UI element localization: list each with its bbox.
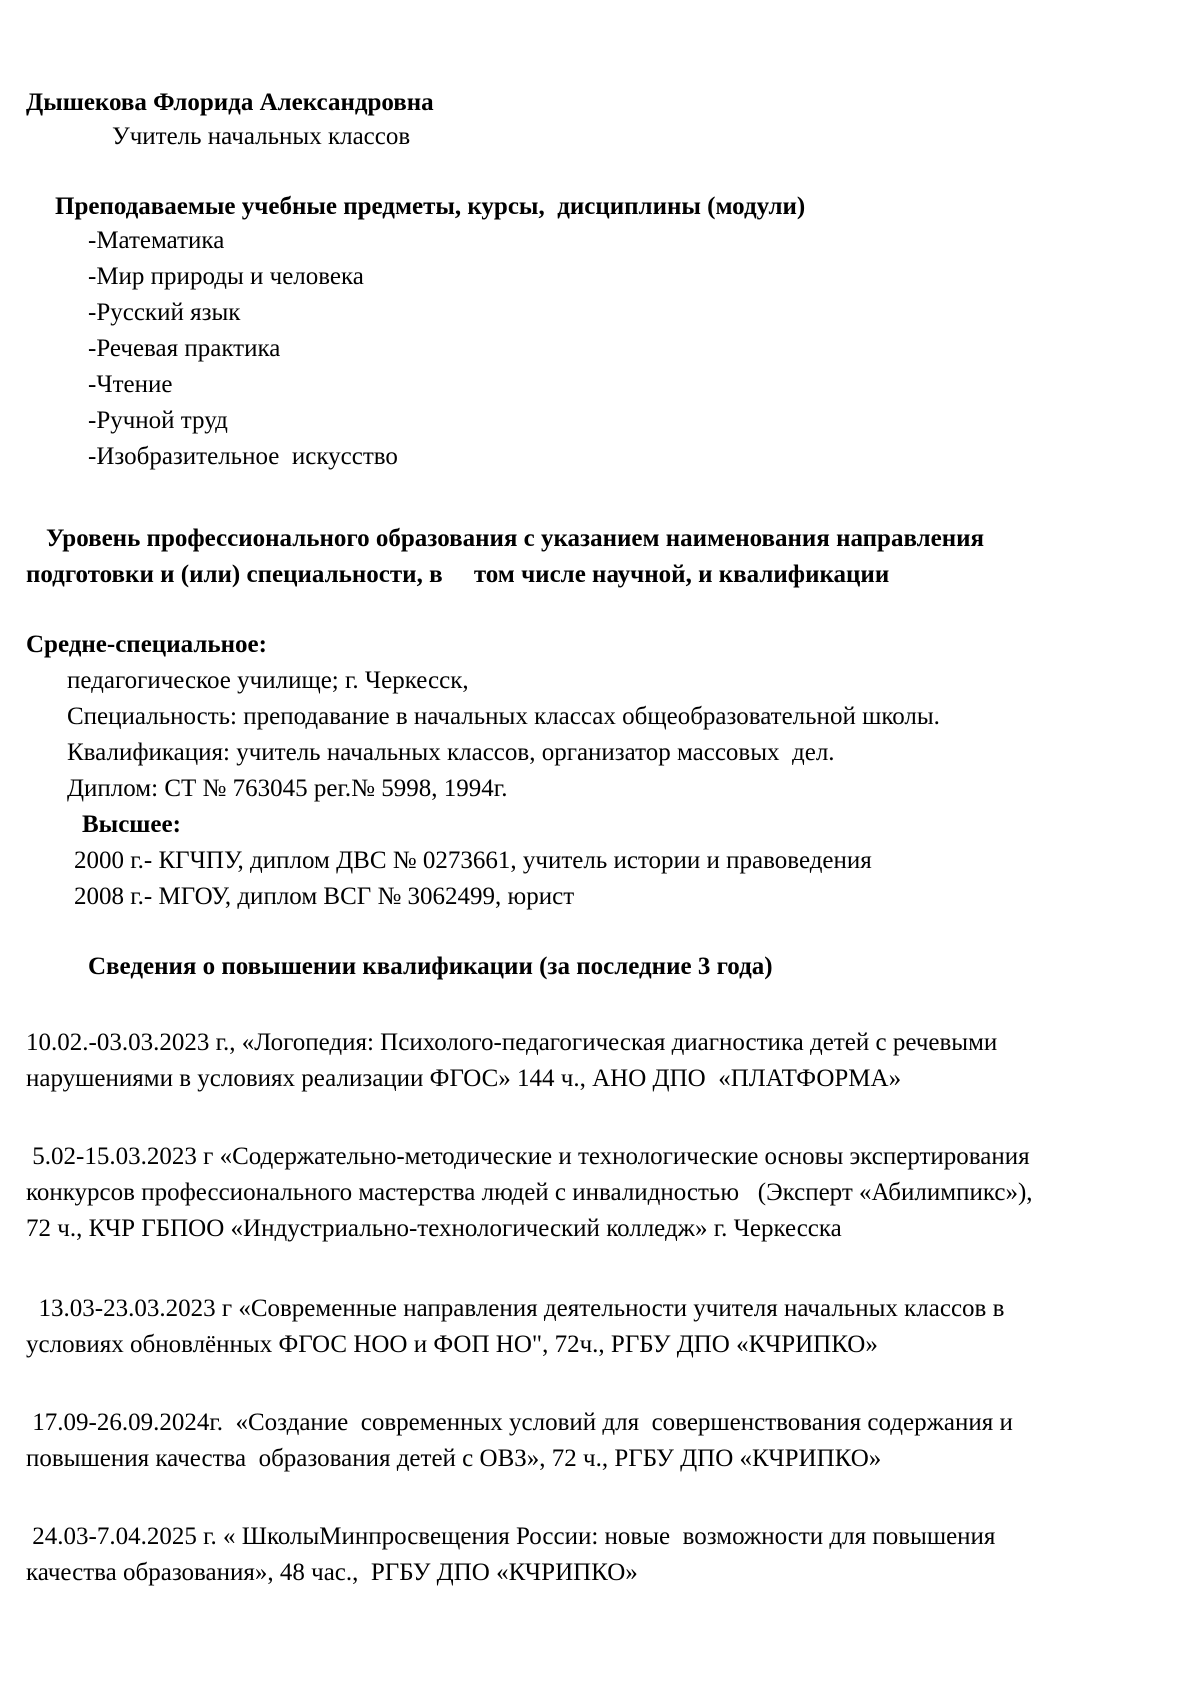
subject-item: -Чтение (88, 371, 173, 398)
subject-item: -Ручной труд (88, 407, 228, 434)
qualification-heading: Сведения о повышении квалификации (за последние 3 года) (88, 953, 773, 980)
subject-item: -Мир природы и человека (88, 263, 364, 290)
subject-item: -Речевая практика (88, 335, 281, 362)
course-line: 24.03-7.04.2025 г. « ШколыМинпросвещения России: новые возможности для повышения (26, 1523, 996, 1550)
secondary-education-line: педагогическое училище; г. Черкесск, (67, 667, 469, 694)
subject-item: -Математика (88, 227, 225, 254)
subject-item: -Изобразительное искусство (88, 443, 398, 470)
course-line: 17.09-26.09.2024г. «Создание современных условий для совершенствования содержания и (26, 1409, 1013, 1436)
course-line: 72 ч., КЧР ГБПОО «Индустриально-технологический колледж» г. Черкесска (26, 1215, 842, 1242)
teacher-name: Дышекова Флорида Александровна (26, 89, 434, 116)
subjects-heading: Преподаваемые учебные предметы, курсы, дисциплины (модули) (55, 193, 806, 220)
teacher-position: Учитель начальных классов (112, 123, 411, 150)
education-heading-line2: подготовки и (или) специальности, в том числе научной, и квалификации (26, 561, 890, 588)
course-line: повышения качества образования детей с ОВЗ», 72 ч., РГБУ ДПО «КЧРИПКО» (26, 1445, 882, 1472)
course-line: нарушениями в условиях реализации ФГОС» 144 ч., АНО ДПО «ПЛАТФОРМА» (26, 1065, 902, 1092)
higher-education-line: 2000 г.- КГЧПУ, диплом ДВС № 0273661, учитель истории и правоведения (74, 847, 872, 874)
course-line: условиях обновлённых ФГОС НОО и ФОП НО", 72ч., РГБУ ДПО «КЧРИПКО» (26, 1331, 878, 1358)
secondary-education-line: Квалификация: учитель начальных классов, организатор массовых дел. (67, 739, 835, 766)
education-heading-line1: Уровень профессионального образования с указанием наименования направления (46, 525, 985, 552)
secondary-education-label: Средне-специальное: (26, 631, 267, 658)
secondary-education-line: Специальность: преподавание в начальных классах общеобразовательной школы. (67, 703, 940, 730)
higher-education-label: Высшее: (82, 811, 181, 838)
subject-item: -Русский язык (88, 299, 241, 326)
course-line: 5.02-15.03.2023 г «Содержательно-методические и технологические основы экспертирования (26, 1143, 1030, 1170)
secondary-education-line: Диплом: СТ № 763045 рег.№ 5998, 1994г. (67, 775, 508, 802)
course-line: качества образования», 48 час., РГБУ ДПО «КЧРИПКО» (26, 1559, 638, 1586)
higher-education-line: 2008 г.- МГОУ, диплом ВСГ № 3062499, юрист (74, 883, 575, 910)
course-line: конкурсов профессионального мастерства людей с инвалидностью (Эксперт «Абилимпикс»), (26, 1179, 1033, 1206)
course-line: 13.03-23.03.2023 г «Современные направления деятельности учителя начальных классов в (26, 1295, 1005, 1322)
course-line: 10.02.-03.03.2023 г., «Логопедия: Психолого-педагогическая диагностика детей с речевыми (26, 1029, 998, 1056)
